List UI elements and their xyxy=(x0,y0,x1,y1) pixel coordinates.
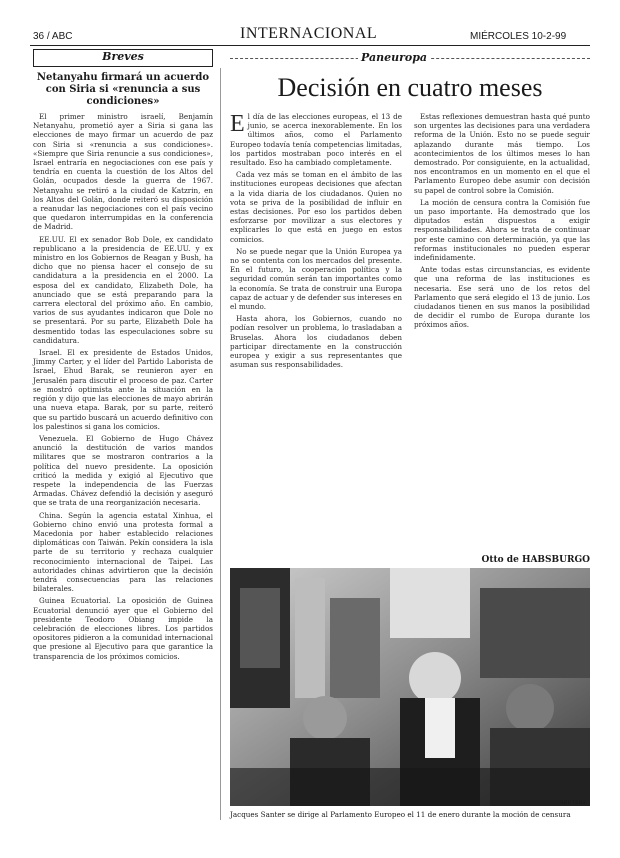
briefs-column xyxy=(33,70,213,664)
column-divider xyxy=(220,68,221,820)
rubric-label: Paneuropa xyxy=(358,51,430,64)
page-header xyxy=(0,0,620,46)
brief-venezuela: Venezuela. El Gobierno de Hugo Chávez anunció la destitución de varios mandos militares que se mostraron contrarios a la política del nuevo presidente. La oposición criticó la medida y exigió al Ejecutivo que respete la independencia de las Fuerzas Armadas. Chávez defendió la decisión y aseguró que se trata de una reorganización necesaria. xyxy=(33,433,213,508)
article-column-1 xyxy=(230,112,402,552)
brief-body: El primer ministro israelí, Benjamín Netanyahu, prometió ayer a Siria si gana las elecciones de mayo firmar un acuerdo de paz con Siria si «renuncia a sus condiciones». «Siempre que Siria renuncie a sus condiciones», Israel entraría en negociaciones con ese país y tendría en cuenta la cuestión de los Altos del Golán, ocupados desde la guerra de 1967. Netanyahu se retiró a la ciudad de Katzrin, en los Altos del Golán, donde reiteró su disposición a reanudar las negociaciones con el país vecino que quedaron interrumpidas en la conferencia de Madrid. xyxy=(33,112,213,232)
article-paragraph: No se puede negar que la Unión Europea ya no se contenta con los mercados del presente. En el futuro, la cooperación política y la seguridad común serán tan importantes como la economía. Se trata de construir una Europa capaz de actuar y de defender sus intereses en el mundo. xyxy=(230,246,402,312)
article-paragraph: Ante todas estas circunstancias, es evidente que una reforma de las instituciones es necesaria. Ese será uno de los retos del Parlamento que será elegido el 13 de junio. Los ciudadanos tienen en sus manos la posibilidad de decidir el rumbo de Europa durante los próximos años. xyxy=(414,265,590,330)
photo-caption: Jacques Santer se dirige al Parlamento Europeo el 11 de enero durante la moción de censura xyxy=(230,810,571,819)
article-paragraph: Cada vez más se toman en el ámbito de las instituciones europeas decisiones que afectan a la vida diaria de los ciudadanos. Quien no vota se priva de la posibilidad de influir en estas decisiones. Por eso los partidos deben esforzarse por movilizar a sus electores y explicarles lo que está en juego en estos comicios. xyxy=(230,170,402,244)
section-title: INTERNACIONAL xyxy=(240,25,378,42)
article-column-2 xyxy=(414,112,590,552)
page-number: 36 / ABC xyxy=(33,31,73,42)
article-paragraph: La moción de censura contra la Comisión fue un paso importante. Ha demostrado que los diputados están dispuestos a exigir responsabilidades. Ahora se trata de continuar por este camino con determinación, ya que las reformas institucionales no pueden esperar indefinidamente. xyxy=(414,197,590,263)
article-paragraph: l día de las elecciones europeas, el 13 de junio, se acerca inexorablemente. En los últimos años, como el Parlamento Europeo todavía tenía competencias limitadas, los partidos mostraban poco interés en el resultado. Eso ha cambiado completamente. xyxy=(230,112,402,168)
article-paragraph: Hasta ahora, los Gobiernos, cuando no podían resolver un problema, lo trasladaban a Bruselas. Ahora los ciudadanos deben participar directamente en la construcción europea y exigir a sus representantes que asuman sus responsabilidades. xyxy=(230,314,402,370)
briefs-text xyxy=(33,112,213,661)
drop-cap: E xyxy=(230,112,245,137)
issue-date: MIÉRCOLES 10-2-99 xyxy=(470,31,567,42)
photo-image xyxy=(230,568,590,806)
rubric-bar xyxy=(230,51,590,65)
brief-israel: Israel. El ex presidente de Estados Unidos, Jimmy Carter, y el líder del Partido Laborista de Israel, Ehud Barak, se reunieron ayer en Jerusalén para discutir el proceso de paz. Carter se mostró optimista ante la situación en la región y dijo que las elecciones de mayo abrirán una nueva etapa. Barak, por su parte, reiteró que su partido buscará un acuerdo definitivo con los palestinos si gana los comicios. xyxy=(33,348,213,431)
article-headline: Decisión en cuatro meses xyxy=(277,73,543,102)
briefs-box-title: Breves xyxy=(33,49,213,67)
photo-credit: REUTERS xyxy=(560,800,586,806)
brief-headline: Netanyahu firmará un acuerdo con Siria si «renuncia a sus condiciones» xyxy=(36,72,210,107)
header-rule xyxy=(30,45,590,46)
article-paragraph: Estas reflexiones demuestran hasta qué punto son urgentes las decisiones para una verdadera reforma de la Unión. Esto no se puede seguir aplazando durante más tiempo. Los acontecimientos de los últimos meses lo han demostrado. Por consiguiente, en la actualidad, nos encontramos en un momento en el que el Parlamento Europeo debe asumir con decisión su papel de control sobre la Comisión. xyxy=(414,112,590,195)
brief-eeuu: EE.UU. El ex senador Bob Dole, ex candidato republicano a la presidencia de EE.UU. y ex ministro en los Gobiernos de Reagan y Bush, ha dicho que no piensa hacer el consejo de su candidatura a la presidencia en el 2000. La esposa del ex candidato, Elizabeth Dole, ha anunciado que se está preparando para la carrera electoral del próximo año. En cambio, varios de sus ayudantes indicaron que Dole no se presentará. Por su parte, Elizabeth Dole ha desmentido todas las especulaciones sobre su candidatura. xyxy=(33,234,213,345)
article-photo xyxy=(230,568,590,806)
brief-guinea: Guinea Ecuatorial. La oposición de Guinea Ecuatorial denunció ayer que el Gobierno del presidente Teodoro Obiang impide la celebración de elecciones libres. Los partidos opositores pidieron a la comunidad internacional que presione al Ejecutivo para que garantice la transparencia de los próximos comicios. xyxy=(33,596,213,661)
brief-china: China. Según la agencia estatal Xinhua, el Gobierno chino envió una protesta formal a Macedonia por haber establecido relaciones diplomáticas con Taiwán. Pekín considera la isla parte de su territorio y rechaza cualquier reconocimiento internacional de Taipei. Las autoridades chinas advirtieron que la decisión tendrá consecuencias para las relaciones bilaterales. xyxy=(33,510,213,594)
author-byline: Otto de HABSBURGO xyxy=(481,555,590,565)
